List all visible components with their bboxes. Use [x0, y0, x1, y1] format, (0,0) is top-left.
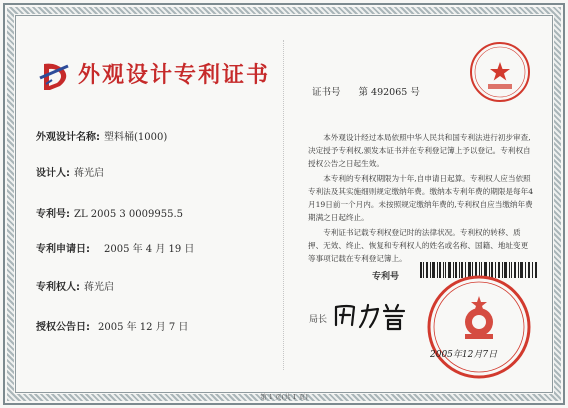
body-paragraph: 本外观设计经过本局依照中华人民共和国专利法进行初步审查,决定授予专利权,颁发本证书并在专利登记簿上予以登记。专利权自授权公告之日起生效。 — [308, 133, 531, 168]
patentee-row — [36, 278, 114, 293]
certificate-body-text — [308, 131, 534, 267]
director-signature — [330, 297, 414, 333]
certificate-title: 外观设计专利证书 — [78, 63, 271, 88]
certificate-number — [312, 84, 420, 98]
grant-date-label: 授权公告日: — [36, 322, 90, 333]
design-name-value: 塑料桶(1000) — [104, 132, 168, 143]
patent-no-row — [36, 205, 183, 220]
filing-date-row — [36, 240, 194, 255]
patent-no-label: 专利号: — [36, 209, 70, 220]
grant-date-row — [36, 318, 188, 333]
agency-stamp-icon — [468, 40, 532, 104]
designer-value: 蒋光启 — [74, 168, 104, 179]
seal-date: 2005年12月7日 — [430, 350, 498, 360]
patent-number-stamp-label: 专利号 — [372, 272, 400, 282]
director-label: 局长 — [309, 315, 328, 325]
page-footer: 第 1 页(共 1 页) — [260, 393, 308, 401]
patentee-value: 蒋光启 — [84, 282, 114, 293]
center-divider — [283, 40, 284, 370]
design-name-label: 外观设计名称: — [36, 132, 100, 143]
filing-date-label: 专利申请日: — [36, 244, 90, 255]
patentee-label: 专利权人: — [36, 282, 80, 293]
sipo-logo-icon — [38, 60, 72, 92]
designer-label: 设计人: — [36, 168, 70, 179]
design-name-row — [36, 128, 167, 143]
body-paragraph: 本专利的专利权期限为十年,自申请日起算。专利权人应当依照专利法及其实施细则规定缴纳年费。缴纳本专利年费的期限是每年4月19日前一个月内。未按照规定缴纳年费的,专利权自应当缴纳年费期满之日起终止。 — [308, 174, 534, 222]
designer-row — [36, 164, 104, 179]
grant-date-value: 2005 年 12 月 7 日 — [98, 322, 189, 333]
patent-no-value: ZL 2005 3 0009955.5 — [74, 209, 184, 220]
certificate-number-label: 证书号 — [312, 87, 341, 98]
body-paragraph: 专利证书记载专利权登记时的法律状况。专利权的转移、质押、无效、终止、恢复和专利权人的姓名或名称、国籍、地址变更等事项记载在专利登记簿上。 — [308, 228, 529, 263]
certificate-number-value: 第 492065 号 — [358, 87, 420, 98]
official-seal-icon — [424, 272, 534, 382]
filing-date-value: 2005 年 4 月 19 日 — [104, 244, 195, 255]
